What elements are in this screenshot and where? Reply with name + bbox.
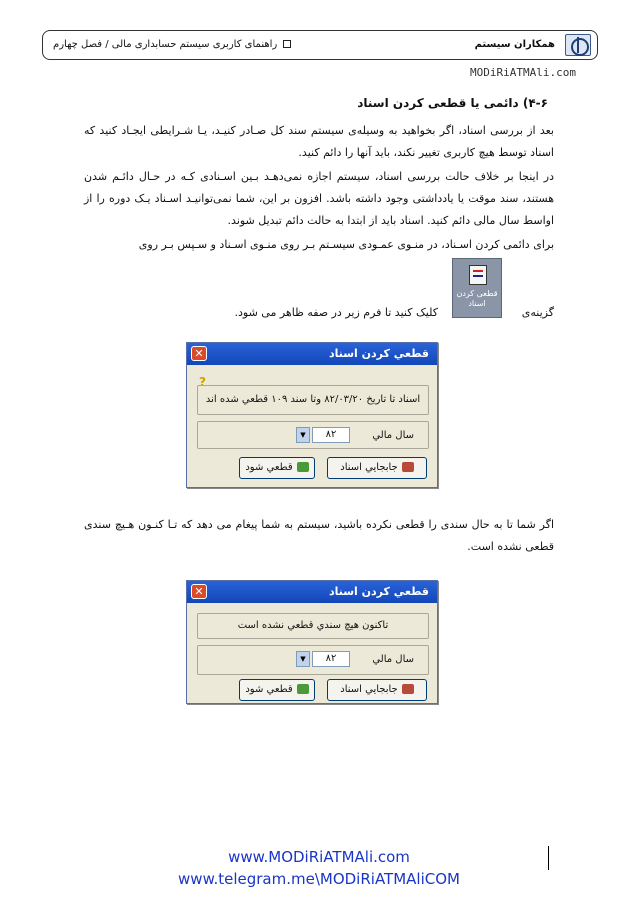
- move-icon: [402, 684, 414, 694]
- footer-website-link[interactable]: www.MODiRiATMAli.com: [228, 848, 410, 866]
- close-icon[interactable]: ✕: [191, 346, 207, 361]
- square-bullet-icon: [283, 40, 291, 48]
- move-button-label: جابجايي اسناد: [340, 684, 398, 695]
- close-icon[interactable]: ✕: [191, 584, 207, 599]
- dialog-titlebar: [187, 581, 437, 603]
- move-button-label: جابجايي اسناد: [340, 462, 398, 473]
- year-group: [197, 645, 429, 675]
- company-logo-icon: [565, 34, 591, 56]
- footer: [0, 846, 638, 890]
- finalize-button[interactable]: [239, 679, 315, 701]
- paragraph-3: برای دائمی کردن اسـناد، در منـوی عمـودی سیسـتم بـر روی منـوی اسـناد و سـپس بـر روی: [138, 238, 554, 251]
- message-group: [197, 385, 429, 415]
- finalize-button[interactable]: [239, 457, 315, 479]
- year-group: [197, 421, 429, 449]
- fiscal-year-label: سال مالي: [372, 654, 414, 665]
- chevron-down-icon[interactable]: ▼: [296, 651, 310, 667]
- paragraph-2: در اینجا بر خلاف حالت بررسی اسناد، سیستم اجازه نمی‌دهـد بـین اسـنادی کـه در حـال دائـم شدن هستند، سند موقت یا یادداشتی وجود داشته باشد. افزون بر این، شما نمی‌توانیـد اسـناد یـک دوره را از اواسط سال مالی دائم کنید. اسناد باید از ابتدا به حالت دائم تبدیل شوند.: [84, 170, 554, 227]
- page-header: [42, 30, 598, 60]
- toolbar-icon-label: قطعی کردن اسناد: [456, 289, 498, 308]
- paragraph-1: بعد از بررسی اسناد، اگر بخواهید به وسیله‌ی سیستم سند کل صـادر کنیـد، یـا شـرایطی ایجـاد کنید که اسناد توسط هیچ کاربری تغییر نکند، باید آنها را دائم کنید.: [84, 124, 554, 159]
- dialog-title: قطعي كردن اسناد: [328, 347, 429, 360]
- fiscal-year-select[interactable]: ۸۲: [312, 427, 350, 443]
- chevron-down-icon[interactable]: ▼: [296, 427, 310, 443]
- move-icon: [402, 462, 414, 472]
- finalize-documents-toolbar-button[interactable]: [452, 258, 502, 318]
- question-icon: ?: [199, 375, 206, 389]
- finalize-button-label: قطعي شود: [245, 684, 293, 695]
- finalize-dialog-2: [186, 580, 438, 704]
- finalize-dialog-1: [186, 342, 438, 488]
- fiscal-year-select[interactable]: ۸۲: [312, 651, 350, 667]
- finalize-icon: [297, 462, 309, 472]
- message-group: [197, 613, 429, 639]
- section-title: ۴-۶) دائمی یا قطعی کردن اسناد: [357, 96, 548, 110]
- dialog-message: تاكنون هيچ سندي قطعي نشده است: [237, 620, 389, 631]
- fiscal-year-label: سال مالي: [372, 430, 414, 441]
- move-documents-button[interactable]: [327, 457, 427, 479]
- paragraph-3-option: گزینه‌ی: [521, 306, 554, 319]
- finalize-icon: [297, 684, 309, 694]
- move-documents-button[interactable]: [327, 679, 427, 701]
- header-site: MODiRiATMAli.com: [470, 66, 576, 79]
- dialog-message: اسناد تا تاريخ ۸۲/۰۳/۲۰ وتا سند ۱۰۹ قطعي شده اند: [205, 394, 421, 405]
- document-icon: [469, 265, 487, 285]
- footer-telegram-link[interactable]: www.telegram.me\MODiRiATMAliCOM: [178, 870, 460, 888]
- company-name: همکاران سیستم: [474, 39, 555, 50]
- paragraph-3-tail: کلیک کنید تا فرم زیر در صفه ظاهر می شود.: [234, 306, 438, 319]
- paragraph-4: اگر شما تا به حال سندی را قطعی نکرده باشید، سیستم به شما پیغام می دهد که تـا کنـون هـیچ سندی قطعی نشده است.: [84, 518, 554, 553]
- header-title-text: راهنمای کاربری سیستم حسابداری مالی / فصل چهارم: [53, 39, 278, 50]
- finalize-button-label: قطعي شود: [245, 462, 293, 473]
- dialog-title: قطعي كردن اسناد: [328, 585, 429, 598]
- header-title: [53, 39, 291, 50]
- dialog-titlebar: [187, 343, 437, 365]
